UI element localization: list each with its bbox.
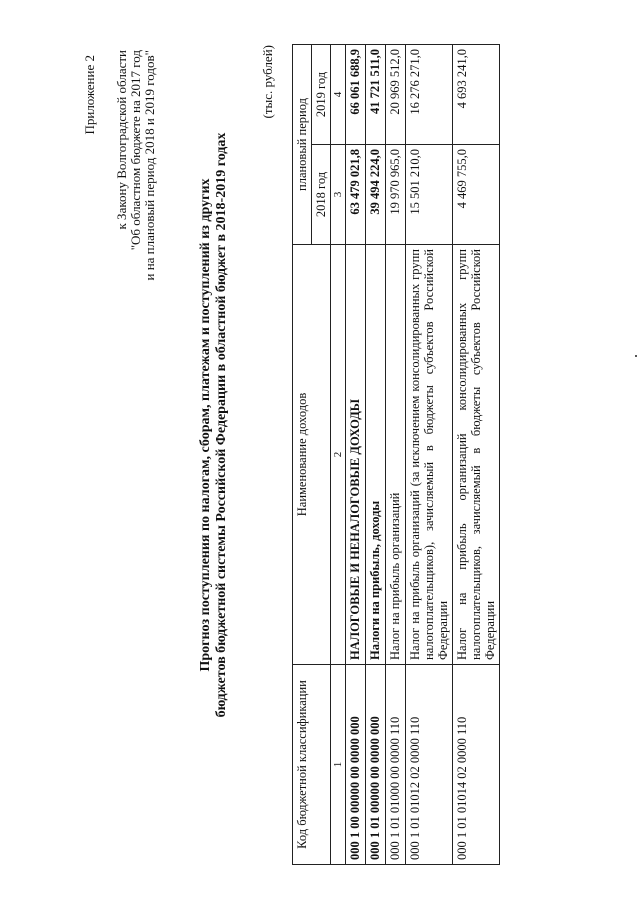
- law-line: к Закону Волгоградской области: [114, 50, 129, 230]
- row-name: Налоги на прибыль, доходы: [366, 245, 386, 665]
- document-title: [198, 75, 230, 775]
- row-value-2018: 4 469 755,0: [453, 145, 500, 245]
- row-value-2019: 16 276 271,0: [406, 45, 453, 145]
- table-row: [386, 45, 406, 865]
- column-number: 2: [331, 245, 346, 665]
- header-year-2018: 2018 год: [312, 145, 331, 245]
- title-line: бюджетов бюджетной системы Российской Федерации в областной бюджет в 2018-2019 годах: [214, 132, 229, 718]
- header-year-2019: 2019 год: [312, 45, 331, 145]
- revenue-table: [292, 44, 500, 865]
- row-code: 000 1 01 01012 02 0000 110: [406, 665, 453, 865]
- row-value-2019: 66 061 688,9: [346, 45, 366, 145]
- row-value-2018: 39 494 224,0: [366, 145, 386, 245]
- header-period: плановый период: [293, 45, 312, 245]
- header-name: Наименование доходов: [293, 245, 331, 665]
- row-code: 000 1 00 00000 00 0000 000: [346, 665, 366, 865]
- table-row: [346, 45, 366, 865]
- row-code: 000 1 01 00000 00 0000 000: [366, 665, 386, 865]
- header-code: Код бюджетной классификации: [293, 665, 331, 865]
- table-row: [406, 45, 453, 865]
- law-line: и на плановый период 2018 и 2019 годов": [142, 50, 157, 281]
- appendix-label: Приложение 2: [82, 55, 97, 135]
- row-value-2019: 41 721 511,0: [366, 45, 386, 145]
- table-row: [453, 45, 500, 865]
- row-name: Налог на прибыль организаций консолидированных групп налогоплательщиков, зачисляемый в бюджеты субъектов Российской Федерации: [453, 245, 500, 665]
- row-name: НАЛОГОВЫЕ И НЕНАЛОГОВЫЕ ДОХОДЫ: [346, 245, 366, 665]
- column-number: 1: [331, 665, 346, 865]
- row-value-2019: 4 693 241,0: [453, 45, 500, 145]
- row-name: Налог на прибыль организаций (за исключением консолидированных групп налогоплательщиков), зачисляемый в бюджеты субъектов Российской Федерации: [406, 245, 453, 665]
- title-line: Прогноз поступления по налогам, сборам, платежам и поступлений из других: [198, 178, 213, 672]
- row-value-2018: 15 501 210,0: [406, 145, 453, 245]
- row-value-2019: 20 969 512,0: [386, 45, 406, 145]
- unit-label: (тыс. рублей): [260, 45, 275, 119]
- table-row: [366, 45, 386, 865]
- scan-speck: [635, 355, 637, 357]
- row-code: 000 1 01 01000 00 0000 110: [386, 665, 406, 865]
- law-line: "Об областном бюджете на 2017 год: [128, 50, 143, 251]
- row-code: 000 1 01 01014 02 0000 110: [453, 665, 500, 865]
- column-number: 4: [331, 45, 346, 145]
- row-value-2018: 63 479 021,8: [346, 145, 366, 245]
- law-reference: [115, 50, 157, 385]
- row-value-2018: 19 970 965,0: [386, 145, 406, 245]
- row-name: Налог на прибыль организаций: [386, 245, 406, 665]
- column-number: 3: [331, 145, 346, 245]
